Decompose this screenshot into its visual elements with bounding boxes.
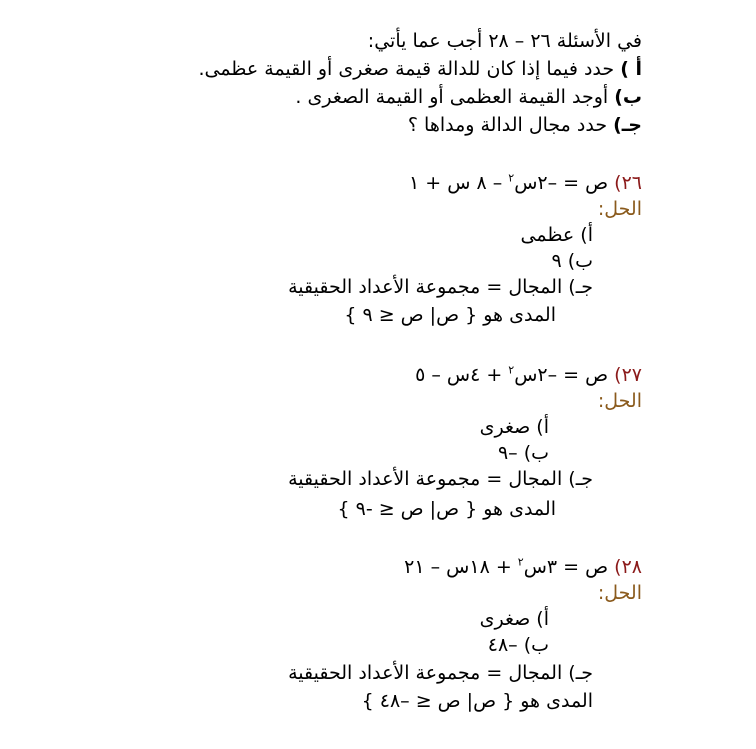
intro-heading <box>368 28 642 54</box>
intro-heading-text: في الأسئلة ٢٦ – ٢٨ أجب عما يأتي: <box>367 30 642 52</box>
intro-item-a-marker: أ ) <box>620 58 642 80</box>
problem-28-answer-range <box>362 688 593 714</box>
problem-28-solution-label <box>598 580 642 606</box>
answer-text: ب) –٩ <box>497 442 549 464</box>
problem-26-answer-b <box>551 248 593 274</box>
problem-26-answer-a <box>521 222 593 248</box>
problem-26-answer-range <box>344 302 556 328</box>
problem-27-answer-c <box>288 466 593 492</box>
problem-27-exponent: ٢ <box>508 363 515 377</box>
problem-27-solution-label <box>598 388 642 414</box>
problem-27-eq-b: + ٤س – ٥ <box>415 364 509 386</box>
problem-27-answer-range <box>337 496 556 522</box>
solution-label: الحل: <box>597 582 642 604</box>
intro-item-c-marker: جـ) <box>613 114 642 136</box>
solution-label: الحل: <box>597 198 642 220</box>
problem-26-number: ٢٦) <box>614 172 642 194</box>
problem-26-solution-label <box>598 196 642 222</box>
problem-26-answer-c <box>288 274 593 300</box>
intro-item-b <box>295 84 642 110</box>
problem-26-eq-b: – ٨ س + ١ <box>409 172 509 194</box>
intro-item-c-text: حدد مجال الدالة ومداها ؟ <box>407 114 614 136</box>
problem-28-number: ٢٨) <box>614 556 642 578</box>
answer-text: أ) صغرى <box>479 416 549 438</box>
problem-27-eq-a: ص = –٢س <box>514 364 615 386</box>
answer-text: ب) –٤٨ <box>487 634 549 656</box>
answer-text: جـ) المجال = مجموعة الأعداد الحقيقية <box>288 276 593 298</box>
answer-text: أ) صغرى <box>479 608 549 630</box>
problem-27-equation <box>415 362 642 388</box>
intro-item-b-text: أوجد القيمة العظمى أو القيمة الصغرى . <box>295 86 615 108</box>
problem-28-eq-a: ص = ٣س <box>523 556 615 578</box>
problem-27-number: ٢٧) <box>614 364 642 386</box>
answer-text: المدى هو { ص| ص ≤ –٤٨ } <box>361 690 593 712</box>
problem-27-answer-b <box>498 440 549 466</box>
problem-26-eq-a: ص = –٢س <box>514 172 615 194</box>
problem-28-eq-b: + ١٨س – ٢١ <box>404 556 518 578</box>
problem-26-equation <box>409 170 642 196</box>
answer-text: جـ) المجال = مجموعة الأعداد الحقيقية <box>288 662 593 684</box>
problem-26-exponent: ٢ <box>508 171 515 185</box>
problem-28-answer-b <box>488 632 549 658</box>
problem-28-answer-c <box>288 660 593 686</box>
problem-28-answer-a <box>480 606 549 632</box>
answer-text: جـ) المجال = مجموعة الأعداد الحقيقية <box>288 468 593 490</box>
intro-item-a <box>198 56 642 82</box>
answer-text: أ) عظمى <box>520 224 593 246</box>
intro-item-b-marker: ب) <box>614 86 642 108</box>
problem-28-equation <box>404 554 642 580</box>
answer-text: المدى هو { ص| ص ≤ ٩ } <box>344 304 556 326</box>
solution-label: الحل: <box>597 390 642 412</box>
intro-item-c <box>408 112 642 138</box>
answer-text: المدى هو { ص| ص ≤ -٩ } <box>337 498 556 520</box>
problem-28-exponent: ٢ <box>517 555 524 569</box>
problem-27-answer-a <box>480 414 549 440</box>
answer-text: ب) ٩ <box>551 250 593 272</box>
intro-item-a-text: حدد فيما إذا كان للدالة قيمة صغرى أو القيمة عظمى. <box>198 58 621 80</box>
